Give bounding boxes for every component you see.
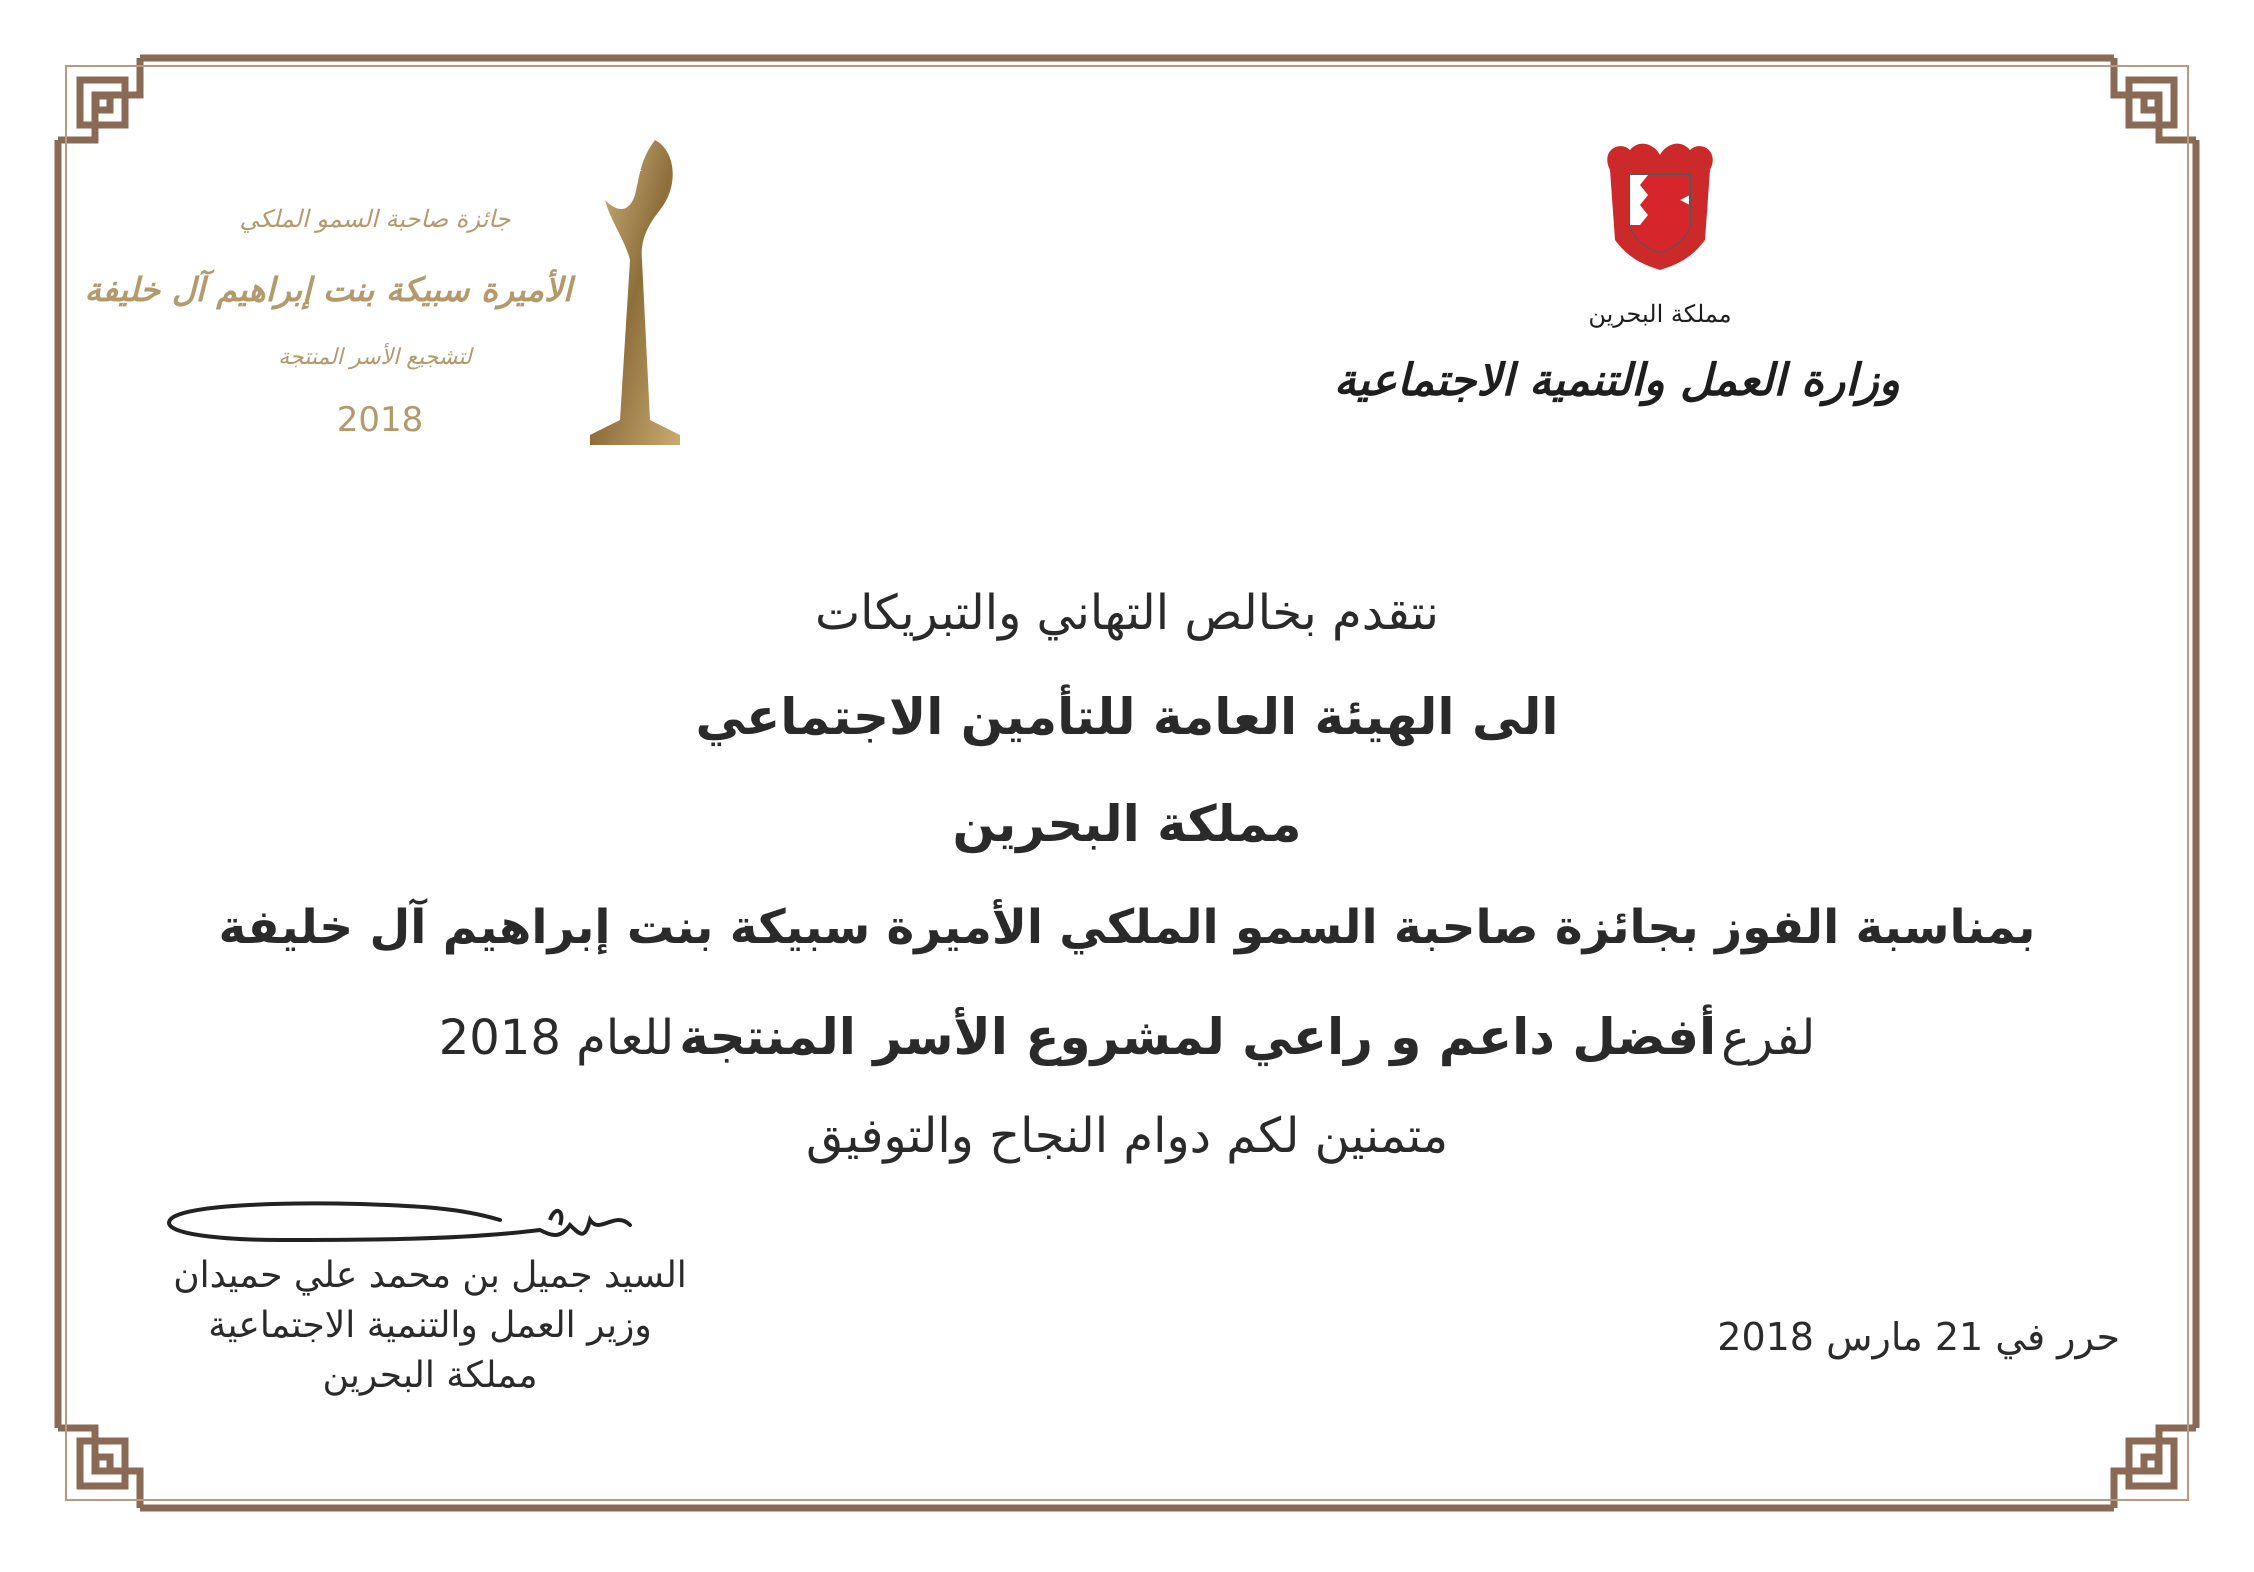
ministry-name: وزارة العمل والتنمية الاجتماعية bbox=[1333, 355, 1900, 406]
recipient-line: الى الهيئة العامة للتأمين الاجتماعي bbox=[695, 688, 1559, 746]
award-line1: جائزة صاحبة السمو الملكي bbox=[239, 205, 511, 233]
issue-date: حرر في 21 مارس 2018 bbox=[1717, 1315, 2120, 1359]
ministry-kingdom: مملكة البحرين bbox=[1588, 300, 1732, 328]
category-name: أفضل داعم و راعي لمشروع الأسر المنتجة bbox=[679, 1008, 1717, 1066]
wishes-line: متمنين لكم دوام النجاح والتوفيق bbox=[805, 1108, 1449, 1164]
award-year: 2018 bbox=[336, 400, 424, 440]
bahrain-emblem-icon bbox=[1600, 140, 1720, 270]
greeting-line: نتقدم بخالص التهاني والتبريكات bbox=[814, 585, 1440, 641]
award-line3: لتشجيع الأسر المنتجة bbox=[278, 345, 472, 370]
recipient-country: مملكة البحرين bbox=[952, 795, 1302, 853]
ministry-logo bbox=[1333, 140, 1920, 450]
award-line2: الأميرة سبيكة بنت إبراهيم آل خليفة bbox=[84, 270, 572, 309]
category-prefix: لفرع bbox=[1721, 1010, 1816, 1066]
trophy-icon bbox=[580, 130, 690, 450]
signatory-country: مملكة البحرين bbox=[322, 1355, 538, 1396]
signatory-title: وزير العمل والتنمية الاجتماعية bbox=[208, 1305, 652, 1346]
signatory-name: السيد جميل بن محمد علي حميدان bbox=[173, 1255, 687, 1296]
category-suffix: للعام 2018 bbox=[438, 1010, 675, 1066]
occasion-line: بمناسبة الفوز بجائزة صاحبة السمو الملكي الأميرة سبيكة بنت إبراهيم آل خليفة bbox=[218, 900, 2036, 955]
award-category-line bbox=[0, 1008, 2254, 1066]
award-logo bbox=[84, 130, 690, 450]
